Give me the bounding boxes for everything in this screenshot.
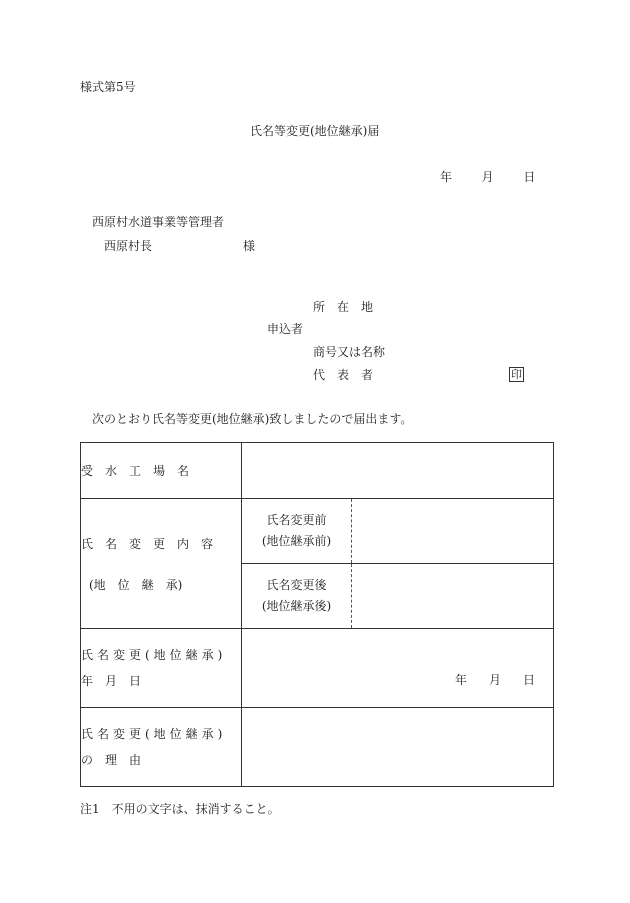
date-year: 年	[440, 170, 453, 184]
notification-table	[80, 442, 554, 787]
applicant-label: 申込者	[267, 322, 304, 336]
change-content-label-text: 氏 名 変 更 内 容	[81, 536, 214, 551]
change-date-month: 月	[488, 672, 501, 687]
addressee-honorific: 様	[243, 239, 256, 253]
before-change-label	[242, 499, 352, 564]
after-change-line1: 氏名変更後	[266, 578, 327, 592]
date-line	[440, 170, 535, 184]
table-row	[81, 629, 554, 708]
date-month: 月	[481, 170, 494, 184]
footnote: 注1 不用の文字は、抹消すること。	[80, 802, 280, 816]
succession-sublabel: (地 位 継 承)	[89, 577, 183, 592]
before-change-line1: 氏名変更前	[266, 513, 327, 527]
change-reason-value[interactable]	[242, 708, 554, 787]
table-row	[81, 499, 554, 564]
company-label: 商号又は名称	[313, 345, 386, 359]
seal-mark: 印	[511, 368, 522, 381]
change-content-cell	[81, 499, 242, 629]
table-row	[81, 443, 554, 499]
change-reason-label-line1: 氏名変更(地位継承)	[81, 727, 227, 741]
change-date-label-line1: 氏名変更(地位継承)	[81, 648, 227, 662]
after-change-label	[242, 564, 352, 629]
addressee-org: 西原村水道事業等管理者	[92, 215, 225, 229]
change-date-year: 年	[454, 672, 467, 687]
change-date-value[interactable]	[242, 629, 554, 708]
change-date-label-line2: 年 月 日	[81, 674, 142, 688]
addressee-name: 西原村長	[104, 239, 153, 253]
after-change-line2: (地位継承後)	[261, 599, 332, 613]
factory-name-value[interactable]	[242, 443, 554, 499]
representative-label: 代 表 者	[313, 368, 374, 382]
table-row	[81, 708, 554, 787]
change-reason-label-line2: の 理 由	[81, 753, 142, 767]
form-number: 様式第5号	[80, 80, 136, 94]
change-content-label	[81, 535, 241, 552]
change-reason-label	[81, 708, 242, 787]
statement-text: 次のとおり氏名等変更(地位継承)致しましたので届出ます。	[92, 412, 413, 426]
before-change-line2: (地位継承前)	[261, 534, 332, 548]
after-change-value[interactable]	[352, 564, 554, 629]
factory-name-label: 受 水 工 場 名	[81, 443, 242, 499]
address-label: 所 在 地	[313, 300, 374, 314]
date-day: 日	[523, 170, 536, 184]
before-change-value[interactable]	[352, 499, 554, 564]
document-title: 氏名等変更(地位継承)届	[250, 124, 380, 138]
change-date-day: 日	[522, 672, 535, 687]
change-date-label	[81, 629, 242, 708]
